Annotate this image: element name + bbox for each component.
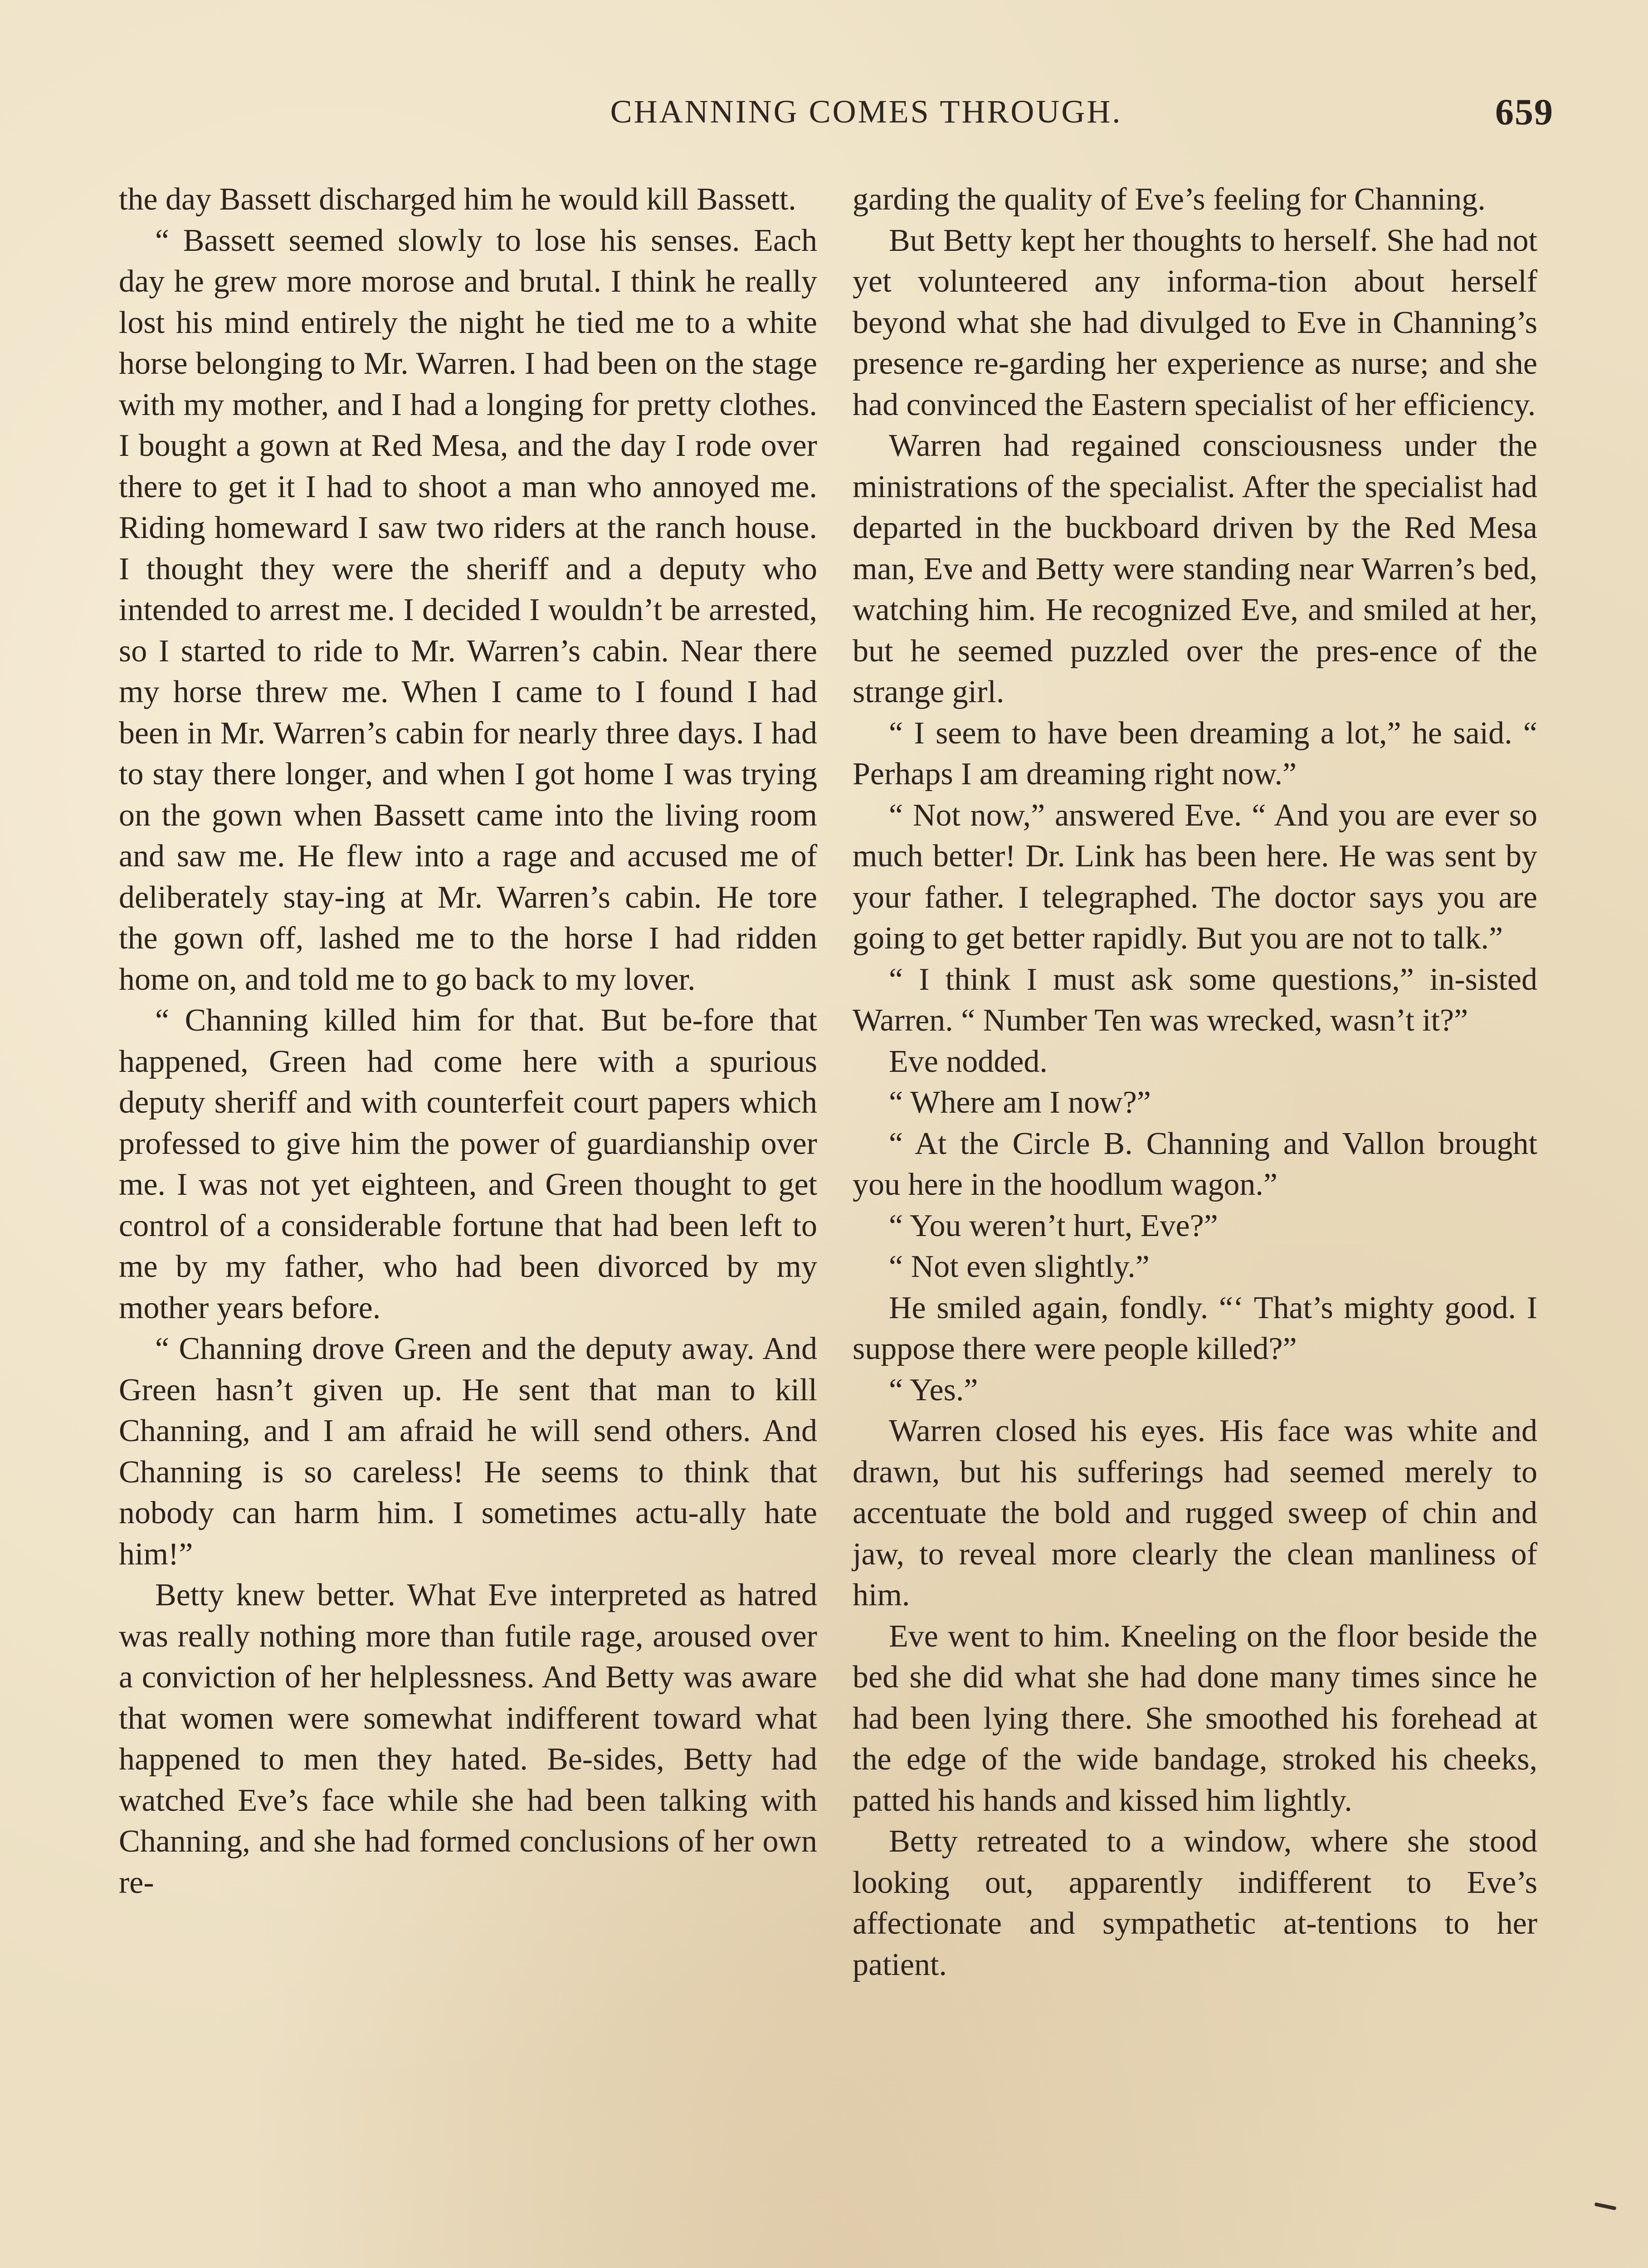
paragraph: “ Channing drove Green and the deputy away. And Green hasn’t given up. He sent that man to kill Channing, and I am afraid he will send others. And Channing is so careless! He seems to think that nobody can harm him. I sometimes actu-ally hate him!”	[119, 1331, 817, 1572]
paragraph: He smiled again, fondly. “‘ That’s mighty good. I suppose there were people killed?”	[853, 1290, 1537, 1366]
paragraph: “ Not now,” answered Eve. “ And you are ever so much better! Dr. Link has been here. He was sent by your father. I telegraphed. The doctor says you are going to get better rapidly. But you are not to talk.”	[853, 797, 1537, 956]
paragraph: “ At the Circle B. Channing and Vallon brought you here in the hoodlum wagon.”	[853, 1126, 1537, 1202]
paragraph: “ Yes.”	[889, 1372, 978, 1408]
paragraph: the day Bassett discharged him he would kill Bassett.	[119, 182, 796, 217]
paragraph: Eve nodded.	[889, 1044, 1048, 1079]
paragraph: Betty knew better. What Eve interpreted as hatred was really nothing more than futile rage, aroused over a conviction of her helplessness. And Betty was aware that women were somewhat indifferent toward what happened to men they hated. Be-sides, Betty had watched Eve’s face while she had been talking with Channing, and she had formed conclusions of her own re-	[119, 1578, 817, 1900]
paragraph: Warren closed his eyes. His face was white and drawn, but his sufferings had seemed merely to accentuate the bold and rugged sweep of chin and jaw, to reveal more clearly the clean manliness of him.	[853, 1413, 1537, 1613]
right-column	[853, 179, 1537, 1985]
paragraph: “ Bassett seemed slowly to lose his senses. Each day he grew more morose and brutal. I think he really lost his mind entirely the night he tied me to a white horse belonging to Mr. Warren. I had been on the stage with my mother, and I had a longing for pretty clothes. I bought a gown at Red Mesa, and the day I rode over there to get it I had to shoot a man who annoyed me. Riding homeward I saw two riders at the ranch house. I thought they were the sheriff and a deputy who intended to arrest me. I decided I wouldn’t be arrested, so I started to ride to Mr. Warren’s cabin. Near there my horse threw me. When I came to I found I had been in Mr. Warren’s cabin for nearly three days. I had to stay there longer, and when I got home I was trying on the gown when Bassett came into the living room and saw me. He flew into a rage and accused me of deliberately stay-ing at Mr. Warren’s cabin. He tore the gown off, lashed me to the horse I had ridden home on, and told me to go back to my lover.	[119, 223, 817, 997]
margin-mark	[1594, 2202, 1617, 2210]
paragraph: “ I think I must ask some questions,” in-sisted Warren. “ Number Ten was wrecked, wasn’t it?”	[853, 962, 1537, 1038]
paragraph: “ Where am I now?”	[889, 1085, 1151, 1120]
paragraph: “ You weren’t hurt, Eve?”	[889, 1208, 1218, 1243]
left-column	[119, 179, 817, 1903]
running-title: CHANNING COMES THROUGH.	[610, 93, 1122, 130]
paragraph: Warren had regained consciousness under the ministrations of the specialist. After the specialist had departed in the buckboard driven by the Red Mesa man, Eve and Betty were standing near Warren’s bed, watching him. He recognized Eve, and smiled at her, but he seemed puzzled over the pres-ence of the strange girl.	[853, 428, 1537, 709]
paragraph: Eve went to him. Kneeling on the floor beside the bed she did what she had done many times since he had been lying there. She smoothed his forehead at the edge of the wide bandage, stroked his cheeks, patted his hands and kissed him lightly.	[853, 1618, 1537, 1818]
page-number: 659	[1495, 91, 1554, 132]
paragraph: “ Not even slightly.”	[889, 1249, 1150, 1284]
paragraph: “ I seem to have been dreaming a lot,” he said. “ Perhaps I am dreaming right now.”	[853, 715, 1537, 792]
paragraph: Betty retreated to a window, where she stood looking out, apparently indifferent to Eve’s affectionate and sympathetic at-tentions to her patient.	[853, 1824, 1537, 1982]
paragraph: “ Channing killed him for that. But be-fore that happened, Green had come here with a spurious deputy sheriff and with counterfeit court papers which professed to give him the power of guardianship over me. I was not yet eighteen, and Green thought to get control of a considerable fortune that had been left to me by my father, who had been divorced by my mother years before.	[119, 1003, 817, 1325]
paragraph: garding the quality of Eve’s feeling for Channing.	[853, 182, 1486, 217]
paragraph: But Betty kept her thoughts to herself. She had not yet volunteered any informa-tion about herself beyond what she had divulged to Eve in Channing’s presence re-garding her experience as nurse; and she had convinced the Eastern specialist of her efficiency.	[853, 223, 1537, 422]
